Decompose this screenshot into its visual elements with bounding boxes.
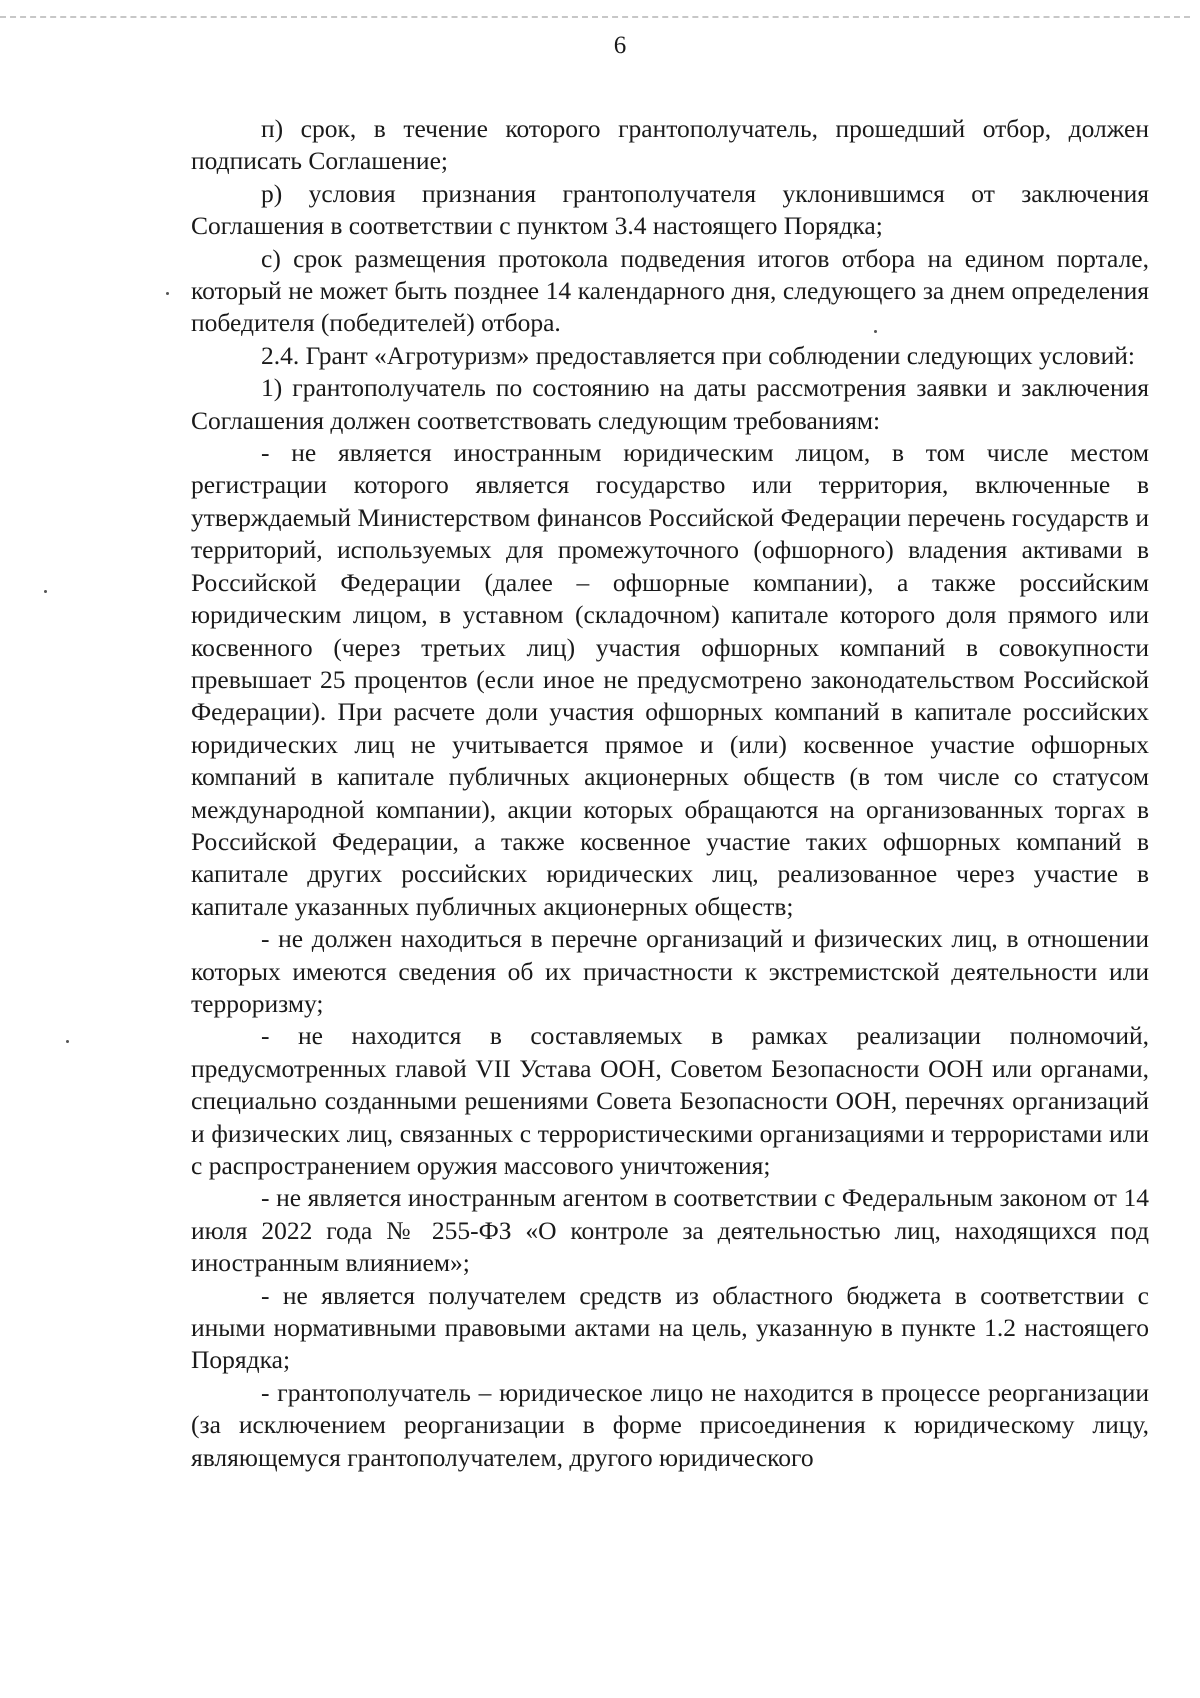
paragraph-budget: - не является получателем средств из областного бюджета в соответствии с иными нормативными правовыми актами на цель, указанную в пункте 1.2 настоящего Порядка;	[191, 1280, 1149, 1375]
scan-speck	[166, 292, 169, 295]
paragraph-un-sanctions: - не находится в составляемых в рамках реализации полномочий, предусмотренных главой VII Устава ООН, Советом Безопасности ООН или органами, специально созданными решениями Совета Безопасности ООН, перечнях организаций и физических лиц, связанных с террористическими организациями и террористами или с распространением оружия массового уничтожения;	[191, 1021, 1149, 1180]
paragraph-s: с) срок размещения протокола подведения итогов отбора на едином портале, который не может быть позднее 14 календарного дня, следующего за днем определения победителя (победителей) отбора.	[191, 243, 1149, 338]
paragraph-r: р) условия признания грантополучателя уклонившимся от заключения Соглашения в соответствии с пунктом 3.4 настоящего Порядка;	[191, 178, 1149, 241]
paragraph-extremism: - не должен находиться в перечне организаций и физических лиц, в отношении которых имеются сведения об их причастности к экстремистской деятельности или терроризму;	[191, 924, 1149, 1018]
paragraph-2-4: 2.4. Грант «Агротуризм» предоставляется при соблюдении следующих условий:	[261, 340, 1135, 370]
paragraph-foreign-agent: - не является иностранным агентом в соответствии с Федеральным законом от 14 июля 2022 года № 255-ФЗ «О контроле за деятельностью лиц, находящихся под иностранным влиянием»;	[191, 1183, 1149, 1278]
paragraph-offshore: - не является иностранным юридическим лицом, в том числе местом регистрации которого является государство или территория, включенные в утверждаемый Министерством финансов Российской Федерации перечень государств и территорий, используемых для промежуточного (офшорного) владения активами в Российской Федерации (далее – офшорные компании), а также российским юридическим лицом, в уставном (складочном) капитале которого доля прямого или косвенного (через третьих лиц) участия офшорных компаний в совокупности превышает 25 процентов (если иное не предусмотрено законодательством Российской Федерации). При расчете доли участия офшорных компаний в капитале российских юридических лиц не учитывается прямое и (или) косвенное участие офшорных компаний в капитале публичных акционерных обществ (в том числе со статусом международной компании), акции которых обращаются на организованных торгах в Российской Федерации, а также косвенное участие таких офшорных компаний в капитале других российских юридических лиц, реализованное через участие в капитале указанных публичных акционерных обществ;	[191, 438, 1149, 921]
top-scan-rule	[0, 16, 1190, 18]
document-body	[191, 113, 1149, 1474]
paragraph-item-1: 1) грантополучатель по состоянию на даты рассмотрения заявки и заключения Соглашения должен соответствовать следующим требованиям:	[191, 373, 1149, 435]
paragraph-reorganization: - грантополучатель – юридическое лицо не находится в процессе реорганизации (за исключением реорганизации в форме присоединения к юридическому лицу, являющемуся грантополучателем, другого юридического	[191, 1377, 1149, 1472]
page-number: 6	[613, 32, 627, 59]
scan-speck	[66, 1040, 69, 1043]
scan-speck	[874, 330, 877, 333]
scan-speck	[44, 590, 47, 593]
paragraph-p: п) срок, в течение которого грантополучатель, прошедший отбор, должен подписать Соглашение;	[191, 114, 1149, 176]
